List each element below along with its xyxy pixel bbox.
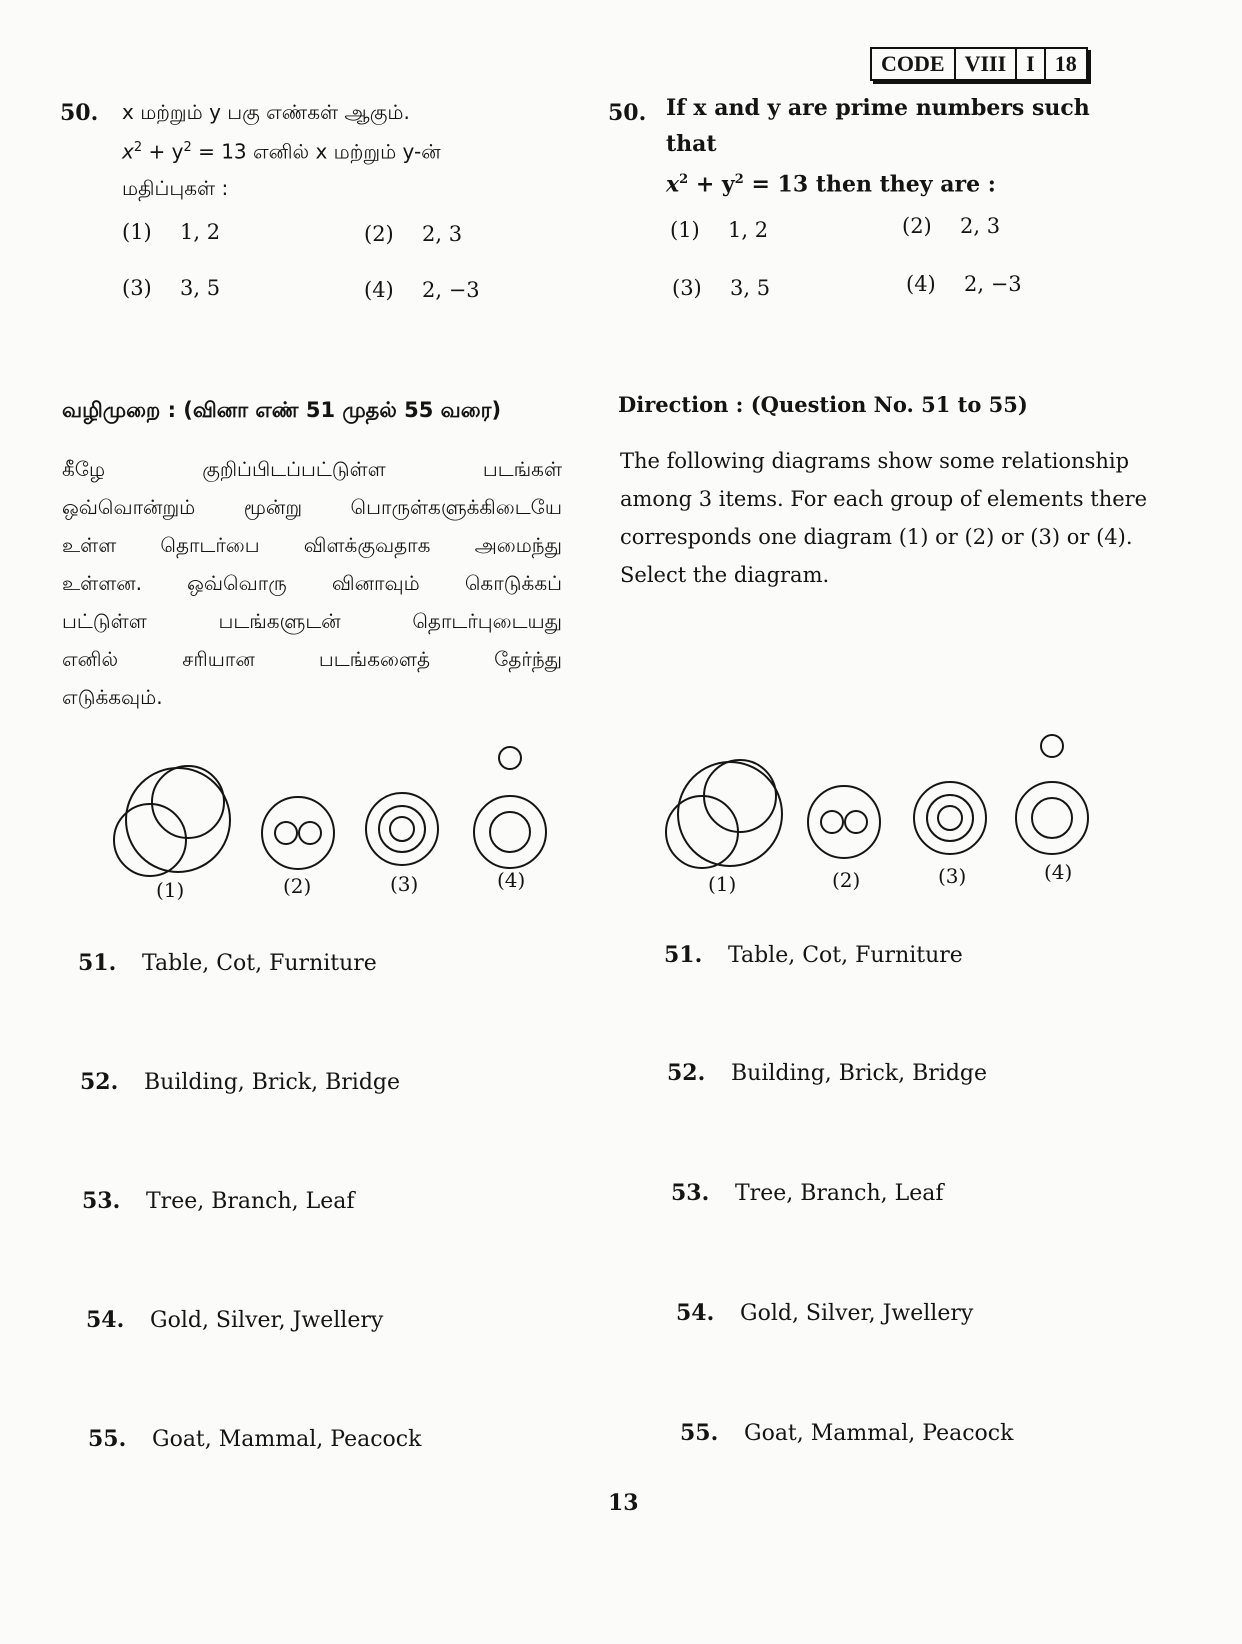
sup: 2: [734, 172, 744, 187]
question-54-left: [86, 1307, 383, 1333]
question-number: 52.: [80, 1069, 119, 1095]
english-line: corresponds one diagram (1) or (2) or (3) or (4).: [620, 525, 1133, 549]
question-number: 55.: [680, 1420, 719, 1446]
question-number: 52.: [667, 1060, 706, 1086]
diagram-4-one-inside-one-separate: [474, 740, 546, 868]
diagram-label-1: (1): [156, 878, 185, 902]
english-line: The following diagrams show some relationship: [620, 449, 1130, 473]
diagram-2-two-inside-one: [808, 786, 880, 858]
diagram-3-concentric: [914, 782, 986, 854]
diagram-1-overlap: [114, 766, 230, 876]
option-value: 1, 2: [180, 220, 221, 244]
question-text: Building, Brick, Bridge: [144, 1070, 401, 1095]
option-value: 2, 3: [960, 214, 1001, 238]
question-52-left: [80, 1069, 400, 1095]
var-x: x: [666, 171, 680, 198]
question-text: Tree, Branch, Leaf: [735, 1181, 944, 1206]
direction-tamil-title: வழிமுறை : (வினா எண் 51 முதல் 55 வரை): [62, 398, 502, 422]
code-part-2: I: [1015, 49, 1044, 79]
q50-english-line2: [666, 162, 1116, 202]
q50-tamil-question: [122, 94, 562, 206]
tamil-line: உள்ள தொடர்பை விளக்குவதாக அமைந்து: [62, 533, 562, 557]
code-part-1: VIII: [954, 49, 1016, 79]
page-number: 13: [608, 1490, 639, 1516]
q50-english-option-1: [670, 218, 768, 242]
option-label: (4): [906, 272, 936, 296]
tamil-line: பட்டுள்ள படங்களுடன் தொடர்புடையது: [62, 609, 562, 633]
question-55-left: [88, 1426, 421, 1452]
option-value: 2, −3: [422, 278, 480, 302]
direction-english-title: Direction : (Question No. 51 to 55): [618, 392, 1028, 417]
question-51-left: [78, 950, 377, 976]
question-text: Goat, Mammal, Peacock: [744, 1421, 1014, 1446]
option-label: (3): [122, 276, 152, 300]
tamil-line: கீழே குறிப்பிடப்பட்டுள்ள படங்கள்: [62, 457, 562, 481]
q50-tamil-line3: மதிப்புகள் :: [122, 175, 229, 200]
q50-tamil-line1: x மற்றும் y பகு எண்கள் ஆகும்.: [122, 100, 410, 124]
diagram-label-1: (1): [708, 872, 737, 896]
option-value: 3, 5: [180, 276, 221, 300]
question-number: 53.: [82, 1188, 121, 1214]
question-text: Building, Brick, Bridge: [731, 1061, 988, 1086]
question-53-left: [82, 1188, 355, 1214]
sup: 2: [133, 140, 143, 155]
q50-english-option-2: [902, 214, 1000, 238]
question-text: Table, Cot, Furniture: [142, 951, 377, 976]
q50-english-option-4: [906, 272, 1022, 296]
question-number: 51.: [664, 942, 703, 968]
option-label: (1): [670, 218, 700, 242]
diagram-2-two-inside-one: [262, 797, 334, 869]
code-part-3: 18: [1044, 49, 1086, 79]
question-52-right: [667, 1060, 987, 1086]
question-number: 55.: [88, 1426, 127, 1452]
question-text: Table, Cot, Furniture: [728, 943, 963, 968]
direction-english-text: [620, 442, 1150, 594]
q50-tamil-option-4: [364, 278, 480, 302]
option-value: 3, 5: [730, 276, 771, 300]
tamil-line: ஒவ்வொன்றும் மூன்று பொருள்களுக்கிடையே: [62, 495, 562, 519]
option-value: 1, 2: [728, 218, 769, 242]
option-label: (2): [902, 214, 932, 238]
diagrams-right: [660, 730, 1140, 880]
diagram-label-4: (4): [1044, 860, 1073, 884]
sup: 2: [679, 172, 689, 187]
q50-english-line1: If x and y are prime numbers such that: [666, 95, 1090, 157]
question-51-right: [664, 942, 963, 968]
question-number: 53.: [671, 1180, 710, 1206]
eq-text: = 13 எனில் x மற்றும் y-ன்: [198, 139, 441, 164]
question-text: Tree, Branch, Leaf: [146, 1189, 355, 1214]
question-text: Gold, Silver, Jwellery: [740, 1301, 974, 1326]
plus-y: + y: [695, 171, 735, 198]
option-label: (3): [672, 276, 702, 300]
direction-tamil-text: [62, 450, 562, 716]
option-label: (4): [364, 278, 394, 302]
option-value: 2, −3: [964, 272, 1022, 296]
question-text: Goat, Mammal, Peacock: [152, 1427, 422, 1452]
question-55-right: [680, 1420, 1013, 1446]
plus-y: + y: [148, 139, 184, 164]
code-box: [870, 47, 1088, 81]
q50-tamil-option-1: [122, 220, 220, 244]
diagram-3-concentric: [366, 793, 438, 865]
q50-english-question: [666, 90, 1116, 202]
question-number: 54.: [86, 1307, 125, 1333]
diagram-label-4: (4): [497, 868, 526, 892]
option-label: (2): [364, 222, 394, 246]
diagram-1-overlap: [666, 760, 782, 868]
q50-tamil-option-2: [364, 222, 462, 246]
q50-tamil-number: 50.: [60, 100, 99, 126]
q50-english-number: 50.: [608, 100, 647, 126]
diagram-label-3: (3): [390, 872, 419, 896]
english-line: among 3 items. For each group of elements there: [620, 487, 1148, 511]
tamil-line: எனில் சரியான படங்களைத் தேர்ந்து: [62, 647, 562, 671]
question-53-right: [671, 1180, 944, 1206]
eq-text: = 13 then they are :: [751, 171, 996, 198]
q50-tamil-line2: [122, 130, 562, 170]
var-x: x: [122, 139, 134, 164]
tamil-line: எடுக்கவும்.: [62, 685, 163, 709]
q50-english-option-3: [672, 276, 770, 300]
diagram-label-2: (2): [283, 874, 312, 898]
diagram-label-3: (3): [938, 864, 967, 888]
code-label: CODE: [881, 51, 945, 76]
sup: 2: [183, 140, 192, 155]
diagram-label-2: (2): [832, 868, 861, 892]
option-value: 2, 3: [422, 222, 463, 246]
question-number: 51.: [78, 950, 117, 976]
question-text: Gold, Silver, Jwellery: [150, 1308, 384, 1333]
english-line: Select the diagram.: [620, 563, 830, 587]
q50-tamil-option-3: [122, 276, 220, 300]
question-54-right: [676, 1300, 973, 1326]
option-label: (1): [122, 220, 152, 244]
diagram-4-one-inside-one-separate: [1016, 735, 1088, 854]
tamil-line: உள்ளன. ஒவ்வொரு வினாவும் கொடுக்கப்: [62, 571, 562, 595]
question-number: 54.: [676, 1300, 715, 1326]
